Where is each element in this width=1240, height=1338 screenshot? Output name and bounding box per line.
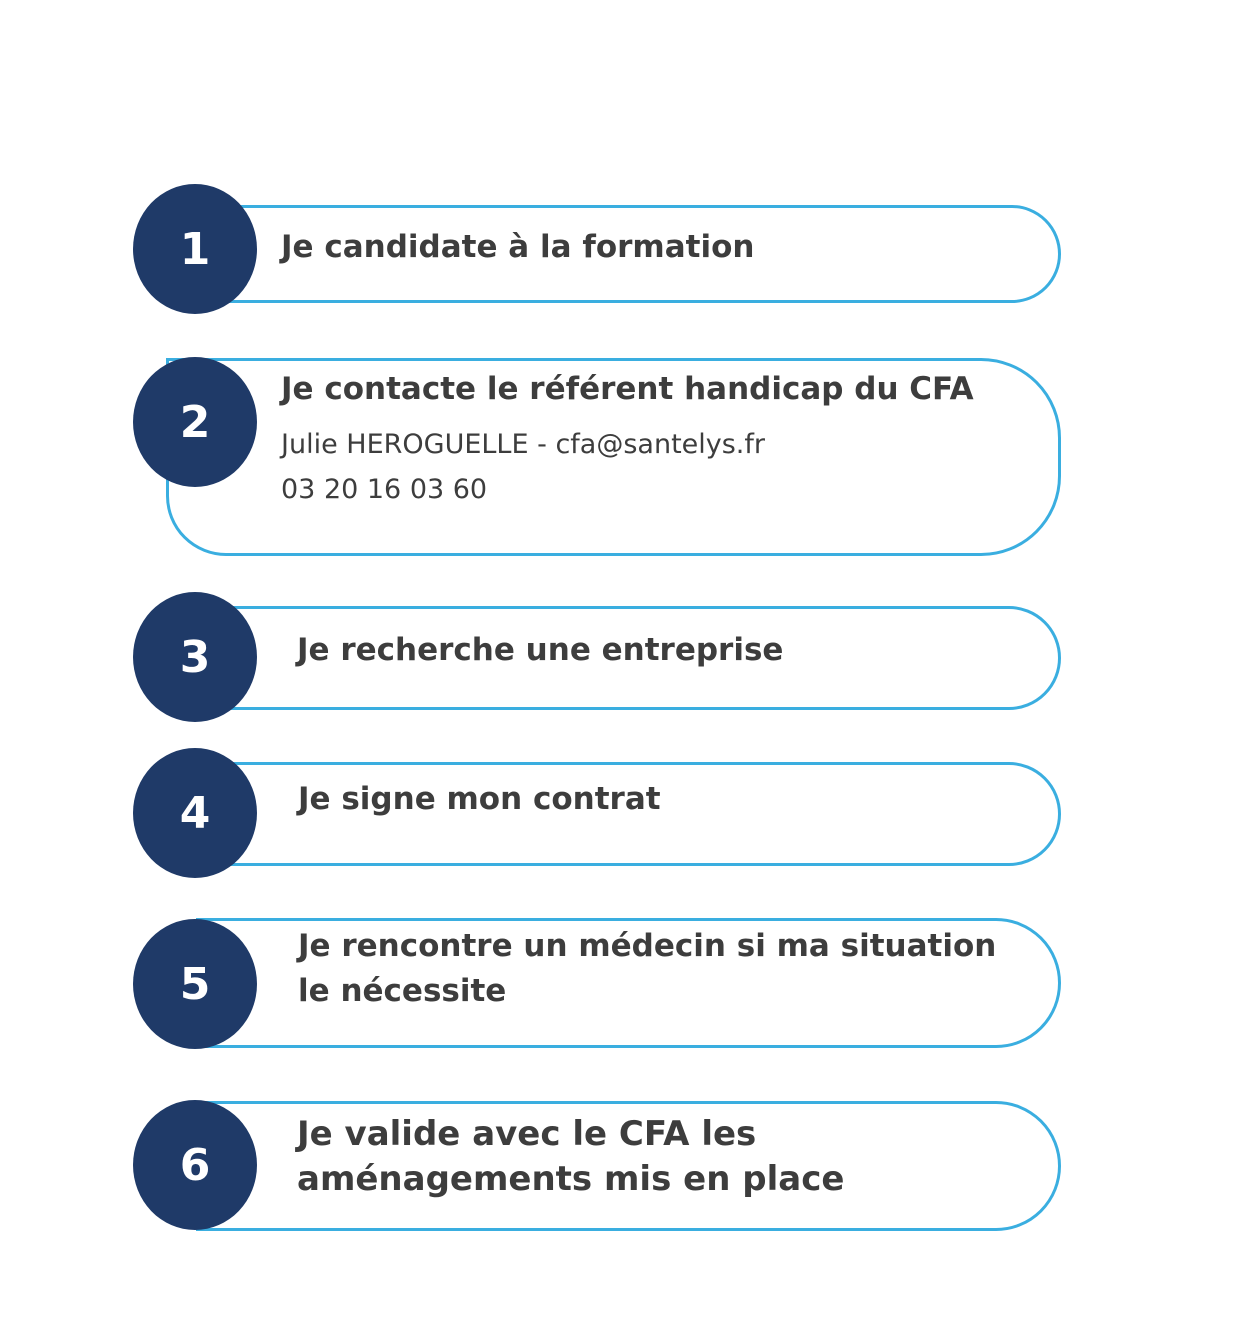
step-2-phone: 03 20 16 03 60 (281, 474, 488, 505)
step-5-title-line1: Je rencontre un médecin si ma situation (298, 928, 997, 964)
step-1-number-circle (133, 184, 257, 314)
step-1-title: Je candidate à la formation (281, 229, 755, 265)
step-6-title-line1: Je valide avec le CFA les (297, 1114, 757, 1154)
step-4-number: 4 (179, 787, 211, 839)
step-5-number: 5 (179, 958, 211, 1010)
step-4-number-circle (133, 748, 257, 878)
step-3-number-circle (133, 592, 257, 722)
step-2-number: 2 (179, 396, 211, 448)
step-2-contact-line: Julie HEROGUELLE - cfa@santelys.fr (281, 429, 765, 460)
step-6-number: 6 (179, 1139, 211, 1191)
step-1-number: 1 (179, 223, 211, 275)
step-5-title-line2: le nécessite (298, 973, 507, 1009)
step-4-title: Je signe mon contrat (298, 781, 661, 817)
step-6-number-circle (133, 1100, 257, 1230)
step-3-title: Je recherche une entreprise (297, 632, 784, 668)
step-5-number-circle (133, 919, 257, 1049)
step-3-number: 3 (179, 631, 211, 683)
step-2-title: Je contacte le référent handicap du CFA (281, 371, 974, 407)
step-6-title-line2: aménagements mis en place (297, 1159, 845, 1199)
step-2-number-circle (133, 357, 257, 487)
